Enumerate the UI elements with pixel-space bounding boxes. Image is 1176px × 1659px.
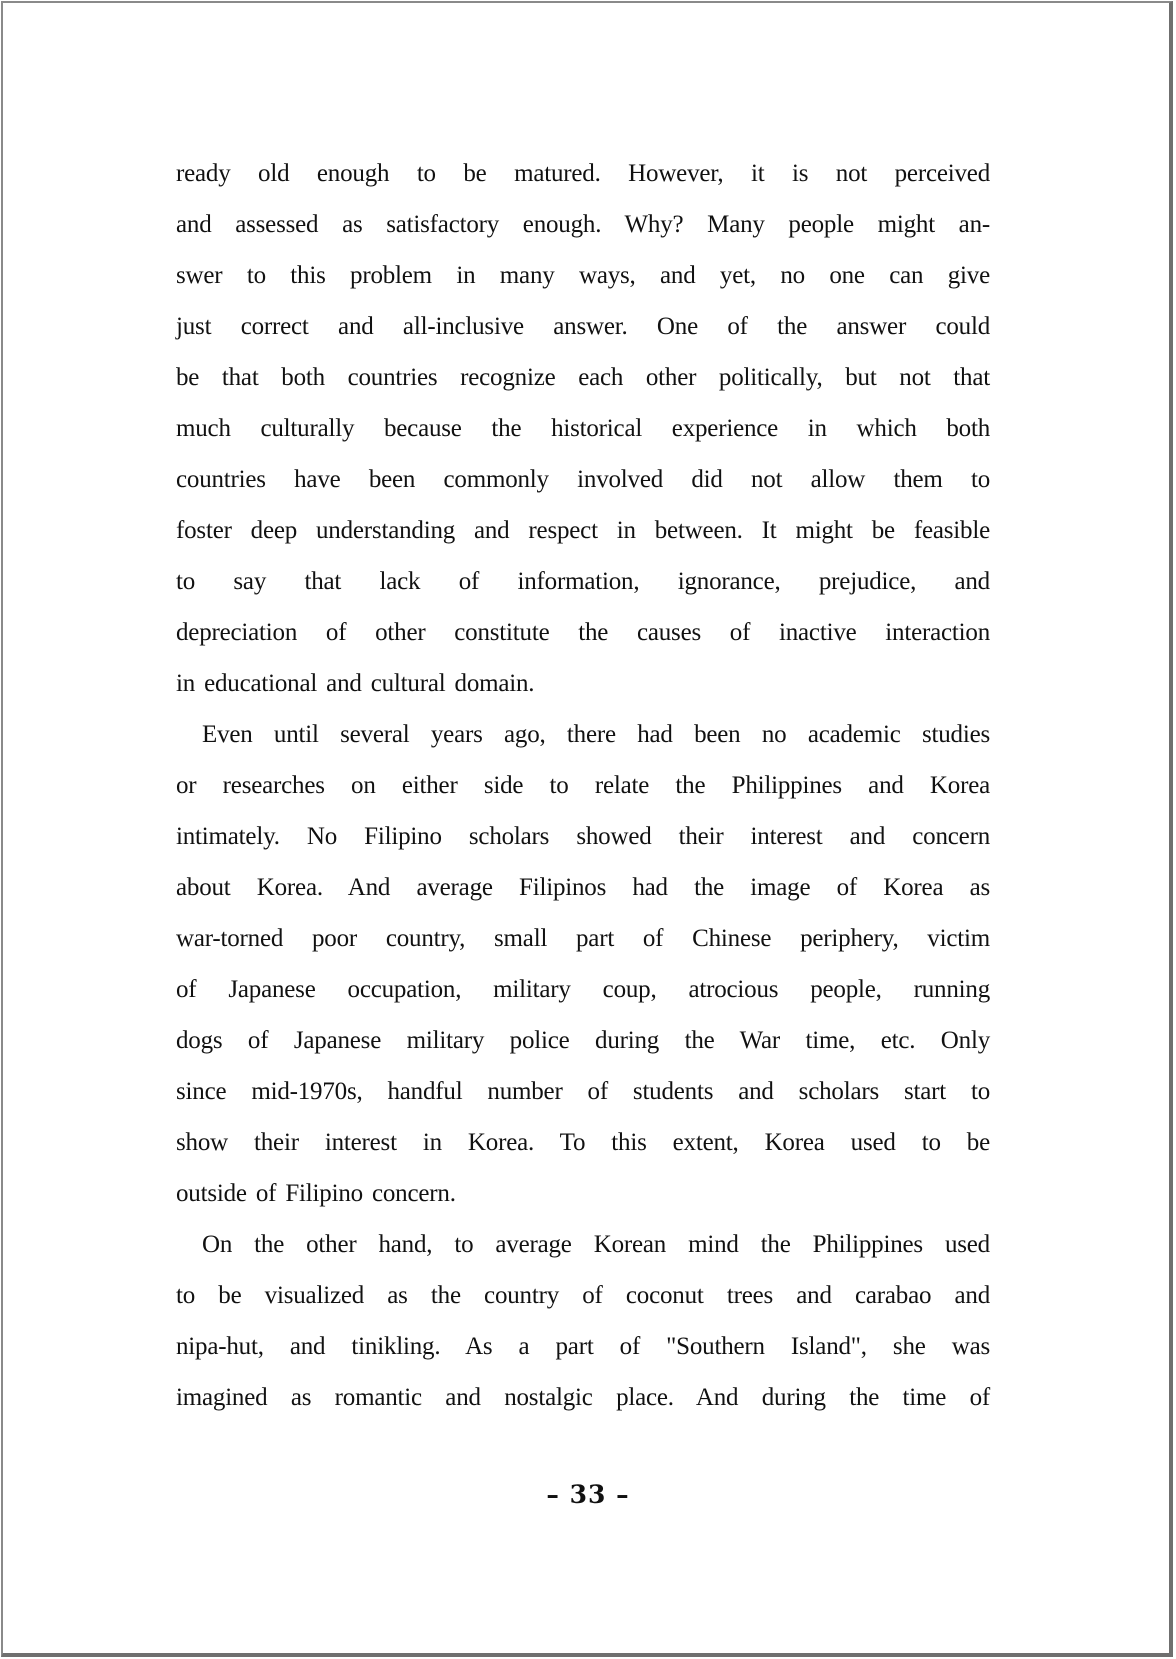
paragraph-1: [176, 148, 990, 709]
text-line: in educational and cultural domain.: [176, 670, 535, 697]
text-line: since mid-1970s, handful number of students and scholars start to: [176, 1078, 990, 1105]
text-line: dogs of Japanese military police during the War time, etc. Only: [176, 1027, 990, 1054]
text-line: foster deep understanding and respect in between. It might be feasible: [176, 517, 990, 544]
text-line: and assessed as satisfactory enough. Why? Many people might an-: [176, 211, 990, 238]
page-number: – 33 –: [546, 1480, 630, 1509]
text-line: just correct and all-inclusive answer. One of the answer could: [176, 313, 990, 340]
text-line: about Korea. And average Filipinos had the image of Korea as: [176, 874, 990, 901]
text-line: depreciation of other constitute the causes of inactive interaction: [176, 619, 990, 646]
text-line: outside of Filipino concern.: [176, 1180, 456, 1207]
text-line: swer to this problem in many ways, and yet, no one can give: [176, 262, 990, 289]
text-line: of Japanese occupation, military coup, atrocious people, running: [176, 976, 990, 1003]
text-line: On the other hand, to average Korean mind the Philippines used: [202, 1231, 990, 1258]
paragraph-3: [176, 1219, 990, 1423]
text-line: to say that lack of information, ignorance, prejudice, and: [176, 568, 990, 595]
text-line: or researches on either side to relate the Philippines and Korea: [176, 772, 990, 799]
text-line: nipa-hut, and tinikling. As a part of "Southern Island", she was: [176, 1333, 990, 1360]
text-line: be that both countries recognize each other politically, but not that: [176, 364, 990, 391]
text-line: Even until several years ago, there had been no academic studies: [202, 721, 990, 748]
paragraph-2: [176, 709, 990, 1219]
text-line: war-torned poor country, small part of Chinese periphery, victim: [176, 925, 990, 952]
text-line: show their interest in Korea. To this extent, Korea used to be: [176, 1129, 990, 1156]
text-line: countries have been commonly involved did not allow them to: [176, 466, 990, 493]
text-line: imagined as romantic and nostalgic place. And during the time of: [176, 1384, 990, 1411]
body-text: [176, 148, 990, 1423]
text-line: to be visualized as the country of coconut trees and carabao and: [176, 1282, 990, 1309]
text-line: much culturally because the historical experience in which both: [176, 415, 990, 442]
text-line: intimately. No Filipino scholars showed their interest and concern: [176, 823, 990, 850]
text-line: ready old enough to be matured. However, it is not perceived: [176, 160, 990, 187]
